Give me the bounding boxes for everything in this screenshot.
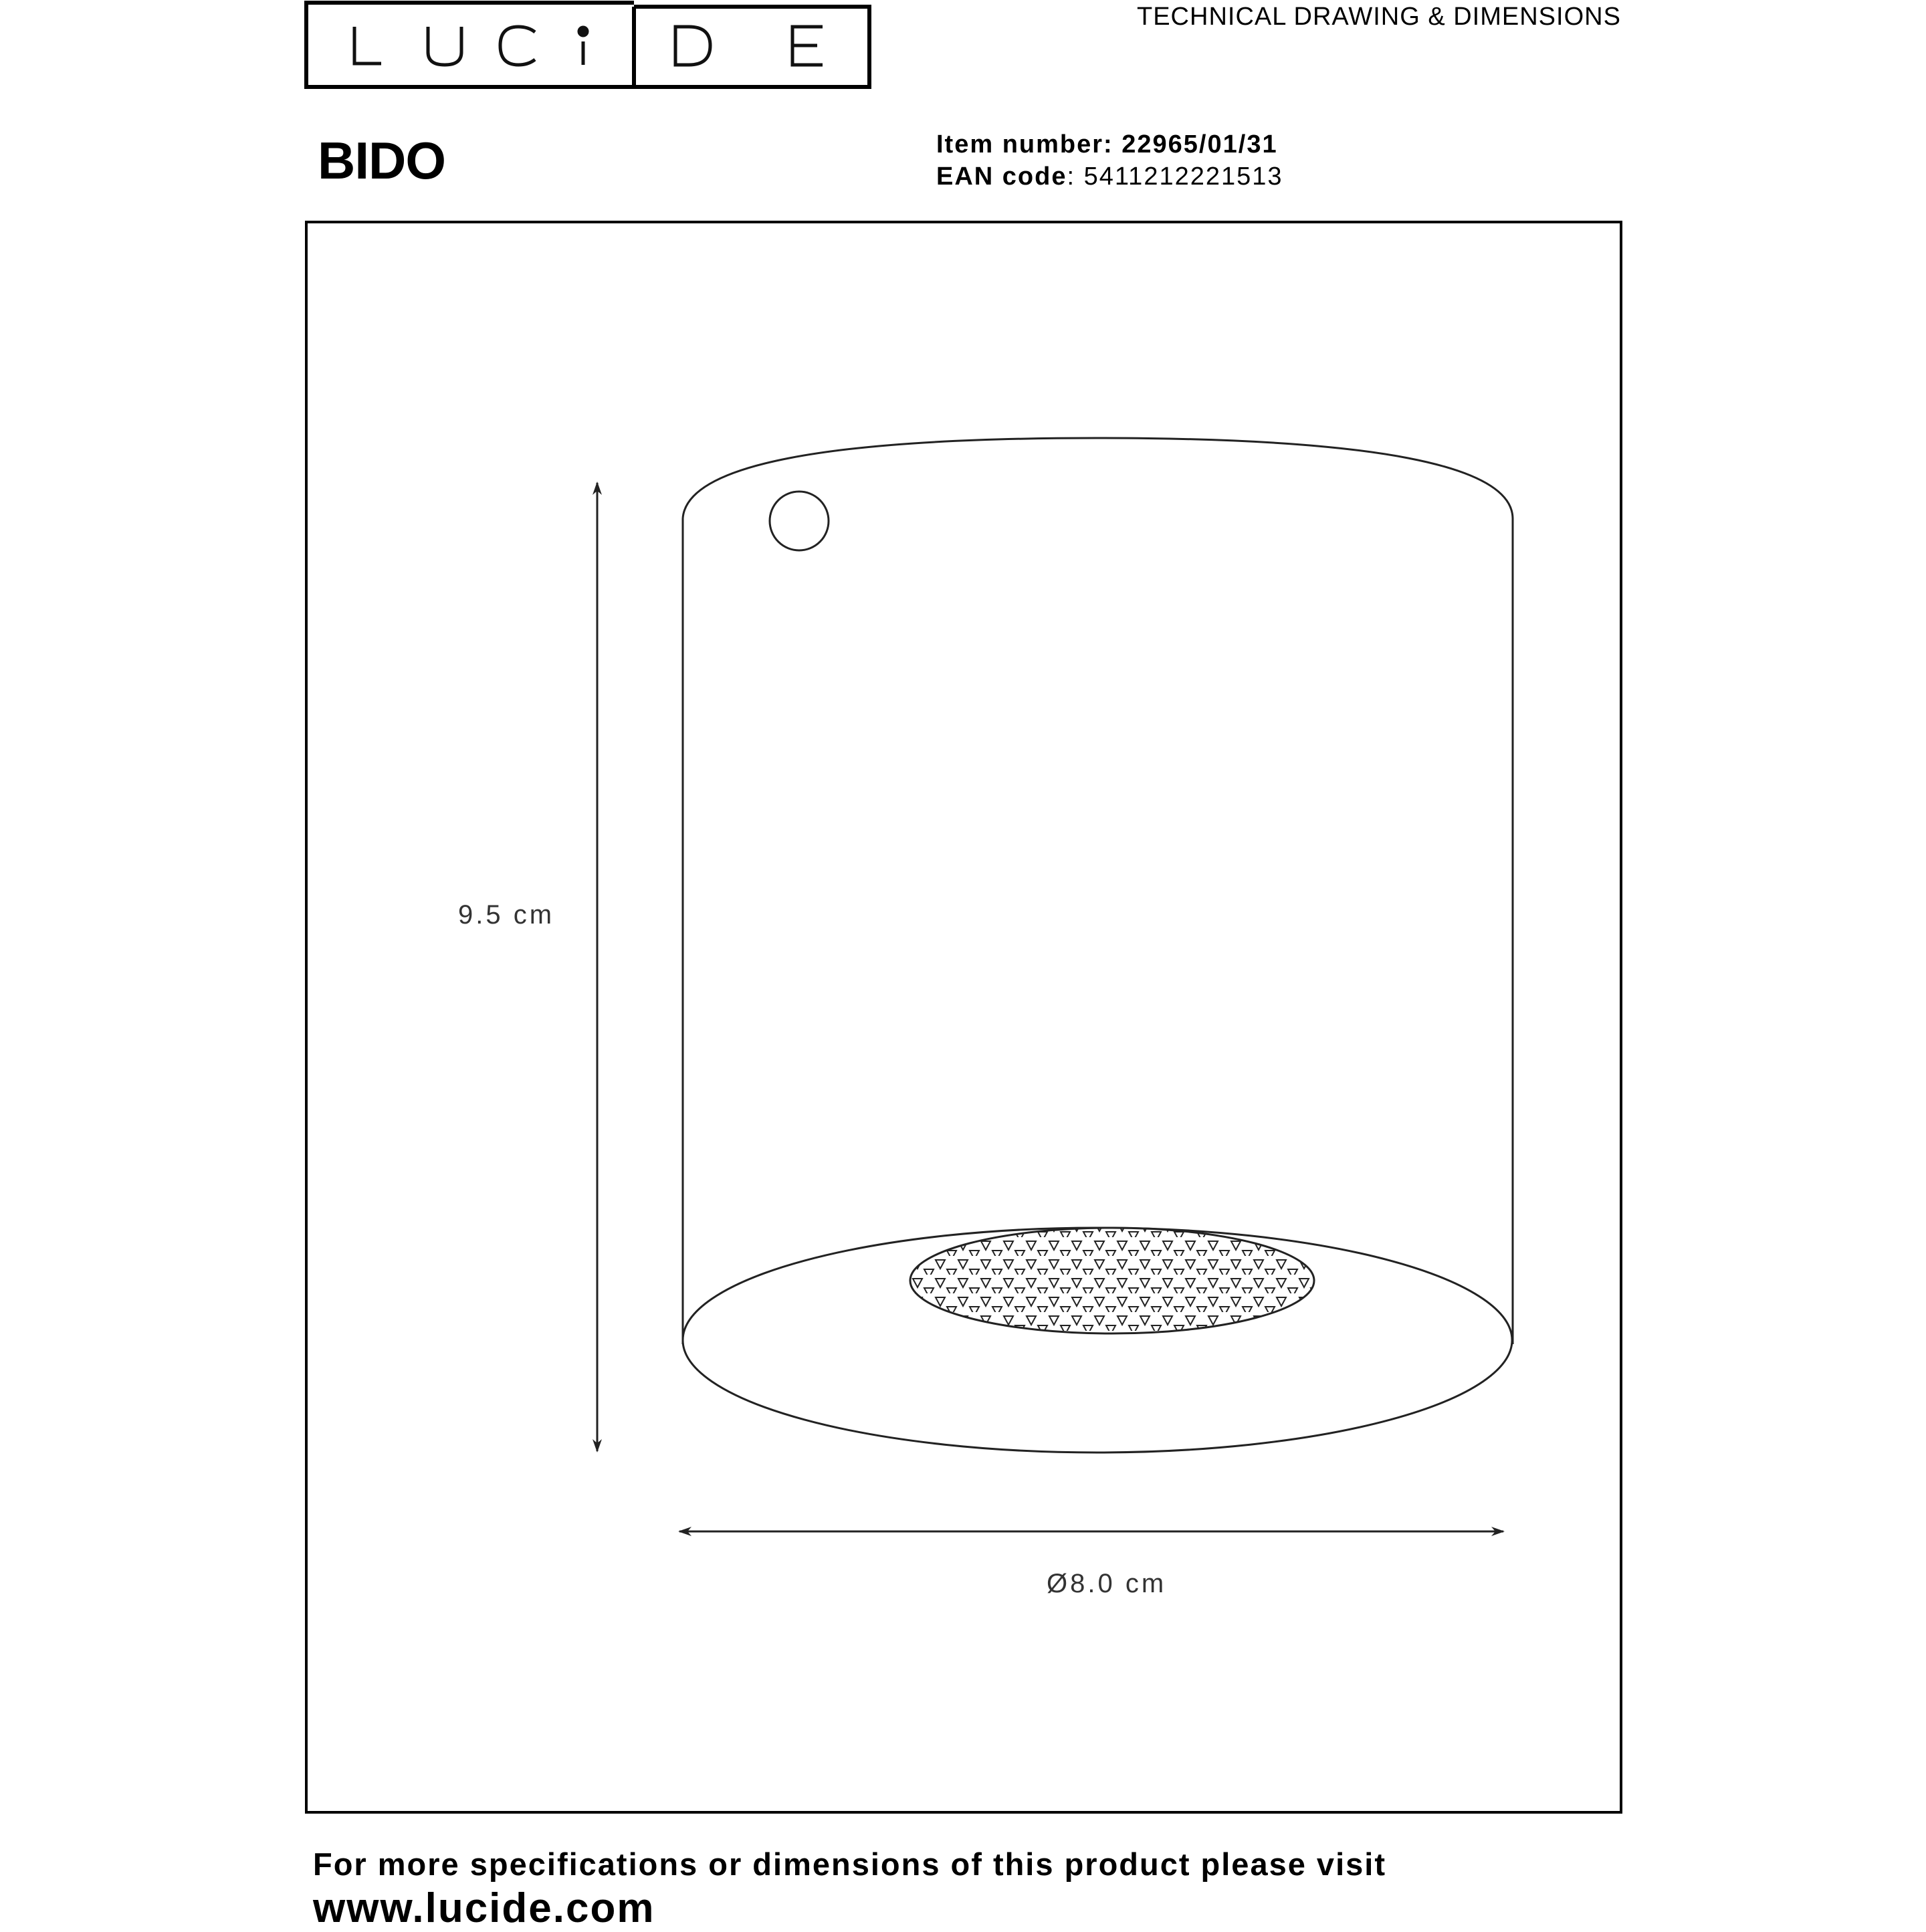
product-name: BIDO <box>318 131 445 190</box>
diameter-dimension-label: Ø8.0 cm <box>1047 1569 1167 1598</box>
footer-url-link[interactable]: www.lucide.com <box>313 1885 655 1931</box>
top-edge <box>683 438 1513 518</box>
ean-code-value: : 5411212221513 <box>1067 163 1283 191</box>
document-type-title: TECHNICAL DRAWING & DIMENSIONS <box>1137 3 1621 31</box>
led-lens <box>906 1224 1321 1337</box>
item-number-value: 22965/01/31 <box>1121 130 1278 158</box>
ean-code-label: EAN code <box>936 163 1067 191</box>
item-number-label: Item number: <box>936 130 1113 158</box>
footer-text: For more specifications or dimensions of this product please visit <box>313 1846 1386 1882</box>
height-dimension-label: 9.5 cm <box>458 900 555 930</box>
mounting-hole <box>770 492 829 550</box>
